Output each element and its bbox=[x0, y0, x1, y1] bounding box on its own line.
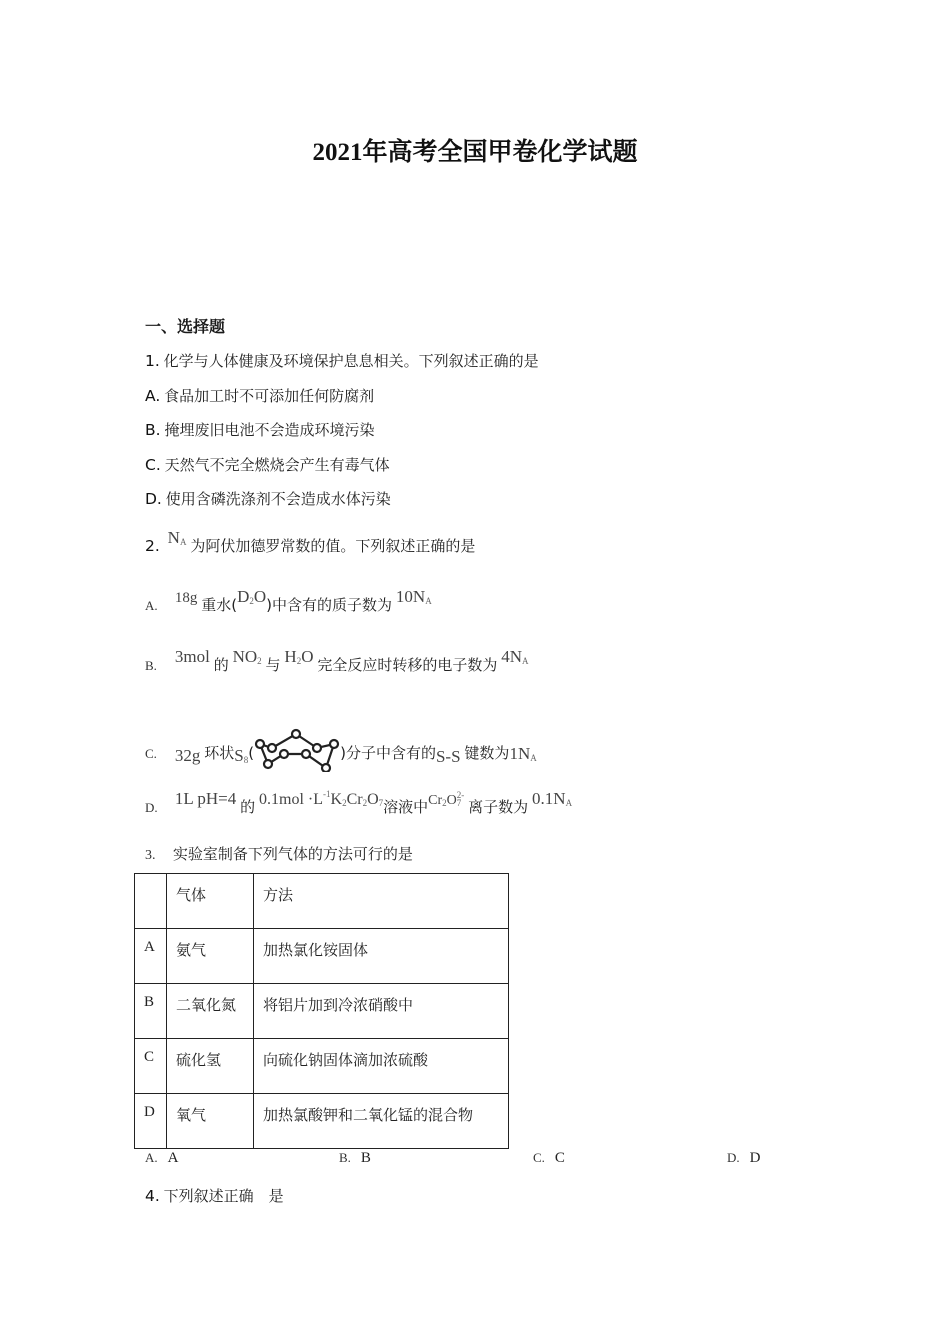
question-2 bbox=[145, 528, 476, 556]
question-3 bbox=[145, 843, 413, 864]
formula-main: S bbox=[234, 746, 244, 765]
table-cell: 向硫化钠固体滴加浓硫酸 bbox=[254, 1039, 509, 1094]
option-text: 的 bbox=[240, 798, 256, 816]
table-cell: 硫化氢 bbox=[167, 1039, 254, 1094]
q3-answer-b bbox=[339, 1150, 371, 1167]
formula-sup: -1 bbox=[323, 789, 331, 799]
option-text: 天然气不完全燃烧会产生有毒气体 bbox=[164, 456, 390, 474]
question-number: 1. bbox=[145, 352, 160, 370]
answer-value: D bbox=[749, 1150, 761, 1166]
answer-value: A bbox=[167, 1150, 179, 1166]
option-letter: B. bbox=[145, 421, 161, 439]
formula-main: H bbox=[284, 647, 297, 666]
table-row bbox=[135, 984, 509, 1039]
table-cell: A bbox=[135, 929, 167, 984]
formula-sup: 2- bbox=[456, 790, 465, 800]
formula-sub: 7 bbox=[378, 798, 384, 808]
q1-option-c bbox=[145, 454, 390, 475]
document-title: 2021年高考全国甲卷化学试题 bbox=[312, 139, 638, 166]
option-text: 使用含磷洗涤剂不会造成水体污染 bbox=[165, 490, 391, 508]
answer-value bbox=[501, 647, 528, 666]
q2-option-a bbox=[145, 587, 432, 615]
table-header-cell bbox=[135, 874, 167, 929]
option-text: 环状 bbox=[204, 744, 235, 762]
formula-main: K bbox=[330, 791, 343, 808]
s8-ring-diagram-icon bbox=[254, 726, 340, 772]
gas-preparation-table bbox=[134, 873, 509, 1149]
formula-main: Cr bbox=[346, 791, 363, 808]
option-text: 离子数为 bbox=[468, 798, 529, 816]
formula-no2 bbox=[233, 647, 262, 666]
formula-d2o bbox=[237, 587, 266, 606]
answer-value bbox=[532, 789, 572, 808]
answer-value: B bbox=[360, 1150, 371, 1166]
option-text: 完全反应时转移的电子数为 bbox=[317, 656, 498, 674]
formula-h2o bbox=[284, 647, 313, 666]
formula-sub: 8 bbox=[243, 755, 249, 765]
formula-main: NO bbox=[232, 647, 258, 666]
answer-value bbox=[509, 744, 536, 763]
question-stem: 化学与人体健康及环境保护息息相关。下列叙述正确的是 bbox=[163, 352, 539, 370]
question-number: 2. bbox=[145, 537, 160, 555]
bond-label: S-S bbox=[435, 747, 461, 766]
q2-option-b bbox=[145, 647, 529, 675]
mass-value: 18g bbox=[174, 590, 198, 606]
option-letter: D. bbox=[145, 800, 158, 815]
paren: ) bbox=[340, 744, 346, 762]
option-text: 溶液中 bbox=[383, 798, 429, 816]
question-number: 3. bbox=[145, 848, 156, 863]
option-text: 键数为 bbox=[464, 744, 510, 762]
answer-value: C bbox=[554, 1150, 565, 1166]
answer-letter: A. bbox=[145, 1150, 158, 1165]
mass-value: 32g bbox=[174, 746, 201, 765]
table-header-cell: 方法 bbox=[254, 874, 509, 929]
option-text: 重水( bbox=[201, 596, 238, 614]
formula-sub: 2 bbox=[362, 798, 368, 808]
table-header-cell: 气体 bbox=[167, 874, 254, 929]
formula-sub: A bbox=[530, 753, 537, 763]
table-cell: 氧气 bbox=[167, 1094, 254, 1149]
table-row bbox=[135, 1039, 509, 1094]
formula-sub: A bbox=[179, 537, 187, 547]
dichromate-ion bbox=[428, 790, 465, 808]
formula-sub: 2 bbox=[296, 656, 302, 666]
q1-option-b bbox=[145, 419, 374, 440]
question-stem: 为阿伏加德罗常数的值。下列叙述正确的是 bbox=[190, 537, 476, 555]
question-4 bbox=[145, 1185, 284, 1206]
answer-letter: C. bbox=[533, 1150, 545, 1165]
option-text: 的 bbox=[213, 656, 229, 674]
table-row bbox=[135, 1094, 509, 1149]
q3-answer-c bbox=[533, 1150, 565, 1167]
formula-main: O bbox=[301, 647, 314, 666]
q3-answer-a bbox=[145, 1150, 178, 1167]
table-row bbox=[135, 929, 509, 984]
answer-letter: D. bbox=[727, 1150, 740, 1165]
table-cell: 二氧化氮 bbox=[167, 984, 254, 1039]
option-text: 分子中含有的 bbox=[345, 744, 436, 762]
formula-sub: 2 bbox=[257, 656, 262, 666]
formula-sub: A bbox=[565, 798, 573, 808]
answer-value bbox=[396, 587, 432, 606]
option-text: )中含有的质子数为 bbox=[266, 596, 393, 614]
option-text: 掩埋废旧电池不会造成环境污染 bbox=[164, 421, 375, 439]
formula-main: Cr bbox=[428, 793, 443, 808]
formula-main: 0.1N bbox=[532, 789, 566, 808]
option-letter: A. bbox=[145, 387, 161, 405]
formula-sub: 2 bbox=[442, 798, 447, 808]
option-text: 食品加工时不可添加任何防腐剂 bbox=[164, 387, 375, 405]
option-letter: C. bbox=[145, 746, 157, 761]
q3-answer-d bbox=[727, 1150, 760, 1167]
formula-main: 1N bbox=[509, 744, 531, 763]
paren: ( bbox=[248, 744, 255, 762]
avogadro-symbol bbox=[168, 528, 187, 547]
table-cell: 加热氯化铵固体 bbox=[254, 929, 509, 984]
q1-option-a bbox=[145, 385, 374, 406]
table-header-row bbox=[135, 874, 509, 929]
concentration bbox=[259, 791, 383, 808]
table-cell: B bbox=[135, 984, 167, 1039]
table-cell: 氨气 bbox=[167, 929, 254, 984]
q1-option-d bbox=[145, 488, 391, 509]
formula-sub: 2 bbox=[342, 798, 347, 808]
table-cell: C bbox=[135, 1039, 167, 1094]
question-number: 4. bbox=[145, 1187, 160, 1205]
question-stem: 下列叙述正确 是 bbox=[163, 1187, 284, 1205]
table-cell: 加热氯酸钾和二氧化锰的混合物 bbox=[254, 1094, 509, 1149]
q2-option-d bbox=[145, 789, 573, 817]
answer-letter: B. bbox=[339, 1150, 351, 1165]
formula-main: 4N bbox=[501, 647, 523, 666]
question-stem: 实验室制备下列气体的方法可行的是 bbox=[172, 845, 413, 863]
option-letter: A. bbox=[145, 598, 158, 613]
formula-main: N bbox=[167, 528, 180, 547]
formula-main: O bbox=[253, 587, 267, 606]
formula-sub: A bbox=[522, 656, 529, 666]
table-cell: D bbox=[135, 1094, 167, 1149]
formula-main: D bbox=[237, 587, 250, 606]
option-letter: C. bbox=[145, 456, 161, 474]
option-letter: B. bbox=[145, 658, 157, 673]
formula-s8 bbox=[234, 746, 248, 765]
q2-option-c bbox=[145, 726, 537, 772]
formula-sub: A bbox=[425, 596, 432, 606]
formula-main: O bbox=[446, 793, 457, 808]
formula-main: 10N bbox=[395, 587, 426, 606]
amount-value: 3mol bbox=[174, 647, 210, 666]
formula-main: O bbox=[367, 791, 379, 808]
question-1 bbox=[145, 350, 539, 371]
condition: 1L pH=4 bbox=[174, 789, 237, 808]
formula-sub: 2 bbox=[249, 596, 254, 606]
section-heading: 一、选择题 bbox=[145, 317, 226, 336]
option-text: 与 bbox=[265, 656, 281, 674]
formula-sub: 7 bbox=[456, 798, 462, 808]
formula-main: 0.1mol ·L bbox=[259, 791, 324, 808]
option-letter: D. bbox=[145, 490, 162, 508]
table-cell: 将铝片加到冷浓硝酸中 bbox=[254, 984, 509, 1039]
